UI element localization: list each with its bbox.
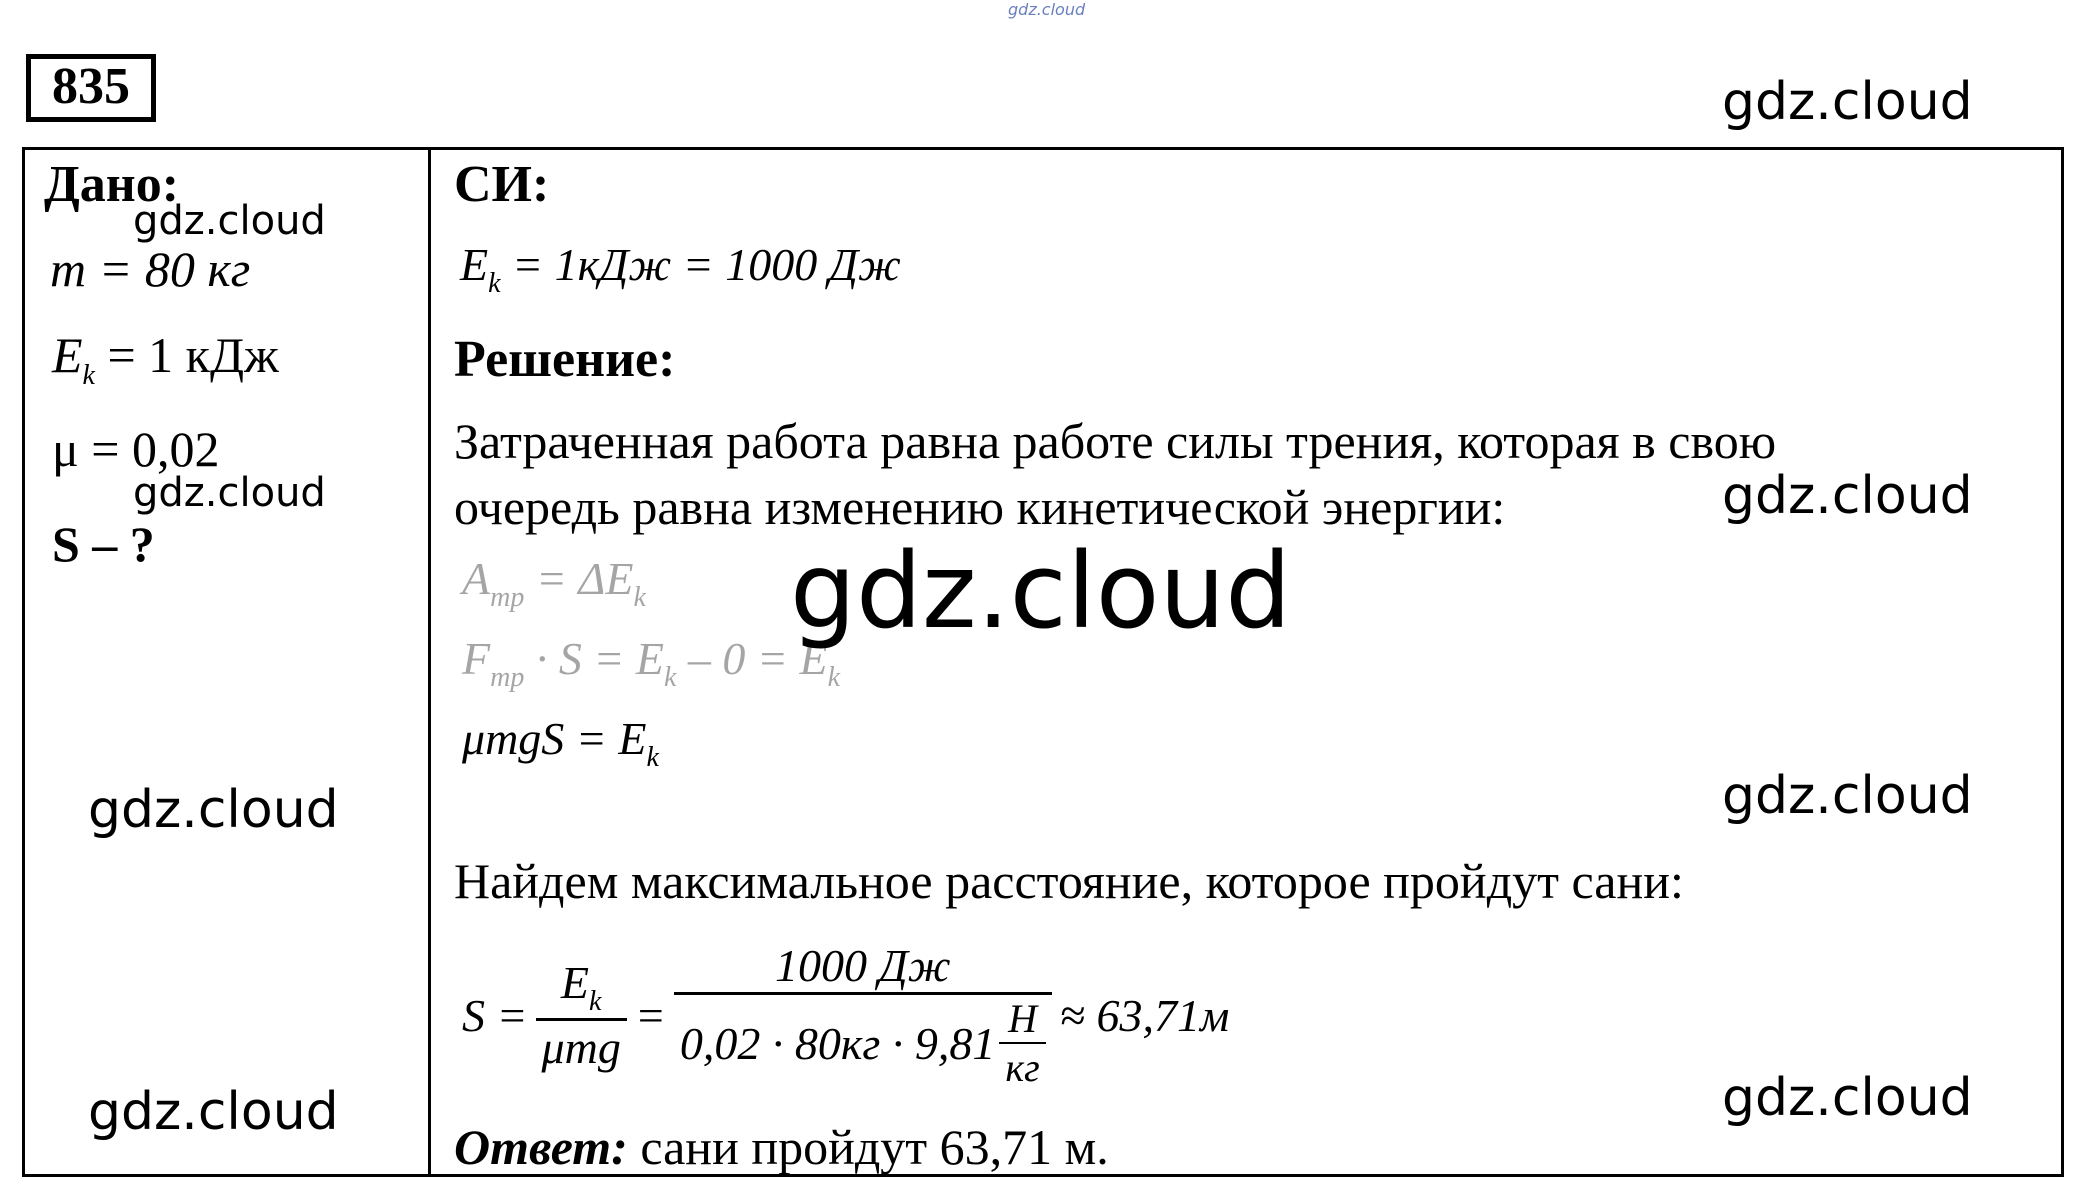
watermark-text: gdz.cloud <box>133 470 326 516</box>
frac1-num-var: E <box>560 957 590 1008</box>
si-energy <box>460 238 901 300</box>
given-energy <box>52 326 279 392</box>
fraction-energy-den: μmg <box>536 1018 627 1074</box>
fraction-energy-num <box>536 956 627 1018</box>
watermark-text: gdz.cloud <box>1722 1068 1973 1128</box>
frac1-num-sub: k <box>589 986 602 1017</box>
eq1-a: A <box>462 553 491 604</box>
eq2-f-sub: mp <box>490 662 525 693</box>
eq2-rest-sub: k <box>663 662 677 693</box>
eq1-a-sub: mp <box>490 582 525 613</box>
fraction-energy <box>536 956 627 1074</box>
equation-work <box>462 552 646 614</box>
unit-fraction <box>999 995 1045 1091</box>
solution-paragraph-2: Найдем максимальное расстояние, которое пройдут сани: <box>454 853 1684 909</box>
fraction-values-den <box>674 992 1052 1091</box>
watermark-text: gdz.cloud <box>88 780 339 840</box>
si-energy-value: = 1кДж = 1000 Дж <box>500 239 901 290</box>
watermark-text: gdz.cloud <box>88 1082 339 1142</box>
eq1-rest: = ΔE <box>524 553 634 604</box>
fraction-values-num: 1000 Дж <box>775 940 951 991</box>
si-energy-sub: k <box>488 268 501 299</box>
watermark-text: gdz.cloud <box>1722 72 1973 132</box>
final-eq: = <box>634 989 666 1041</box>
answer-text: сани пройдут 63,71 м. <box>627 1119 1109 1175</box>
given-energy-value: = 1 кДж <box>94 327 279 383</box>
unit-num: Н <box>1008 996 1037 1041</box>
given-energy-var: E <box>52 327 83 383</box>
si-header: СИ: <box>454 156 550 213</box>
final-result: ≈ 63,71м <box>1059 989 1230 1041</box>
solution-paragraph-line1: Затраченная работа равна работе силы трения, которая в свою <box>454 413 1777 469</box>
answer <box>454 1118 1109 1176</box>
top-watermark: gdz.cloud <box>1008 0 1086 19</box>
answer-label: Ответ: <box>454 1119 628 1175</box>
eq1-rest-sub: k <box>633 582 646 613</box>
given-header: Дано: <box>44 156 180 213</box>
eq2-tail-sub: k <box>827 662 840 693</box>
eq2-tail: – 0 = E <box>676 633 828 684</box>
given-friction: μ = 0,02 <box>52 421 220 477</box>
watermark-text: gdz.cloud <box>1722 766 1973 826</box>
watermark-text: gdz.cloud <box>1722 466 1973 526</box>
column-divider <box>428 147 431 1177</box>
eq2-rest: · S = E <box>524 633 664 684</box>
equation-friction <box>462 632 840 694</box>
solution-header: Решение: <box>454 331 676 388</box>
eq3-main: μmgS = E <box>462 713 647 764</box>
given-mass-text: m = 80 кг <box>50 241 251 297</box>
equation-mu <box>462 712 659 774</box>
given-unknown: S – ? <box>52 516 155 572</box>
watermark-text: gdz.cloud <box>133 198 326 244</box>
final-formula <box>462 920 1229 1110</box>
solution-paragraph-line2: очередь равна изменению кинетической энергии: <box>454 479 1506 535</box>
eq3-sub: k <box>646 742 659 773</box>
unit-den: кг <box>999 1042 1045 1091</box>
final-s: S = <box>462 989 528 1041</box>
watermark-large: gdz.cloud <box>790 530 1292 652</box>
given-energy-sub: k <box>82 360 95 391</box>
fraction-values <box>674 939 1052 1091</box>
frac2-den-text: 0,02 · 80кг · 9,81 <box>679 1017 996 1069</box>
si-energy-var: E <box>460 239 489 290</box>
eq2-f: F <box>462 633 491 684</box>
given-mass <box>50 240 250 298</box>
problem-number: 835 <box>26 54 156 122</box>
